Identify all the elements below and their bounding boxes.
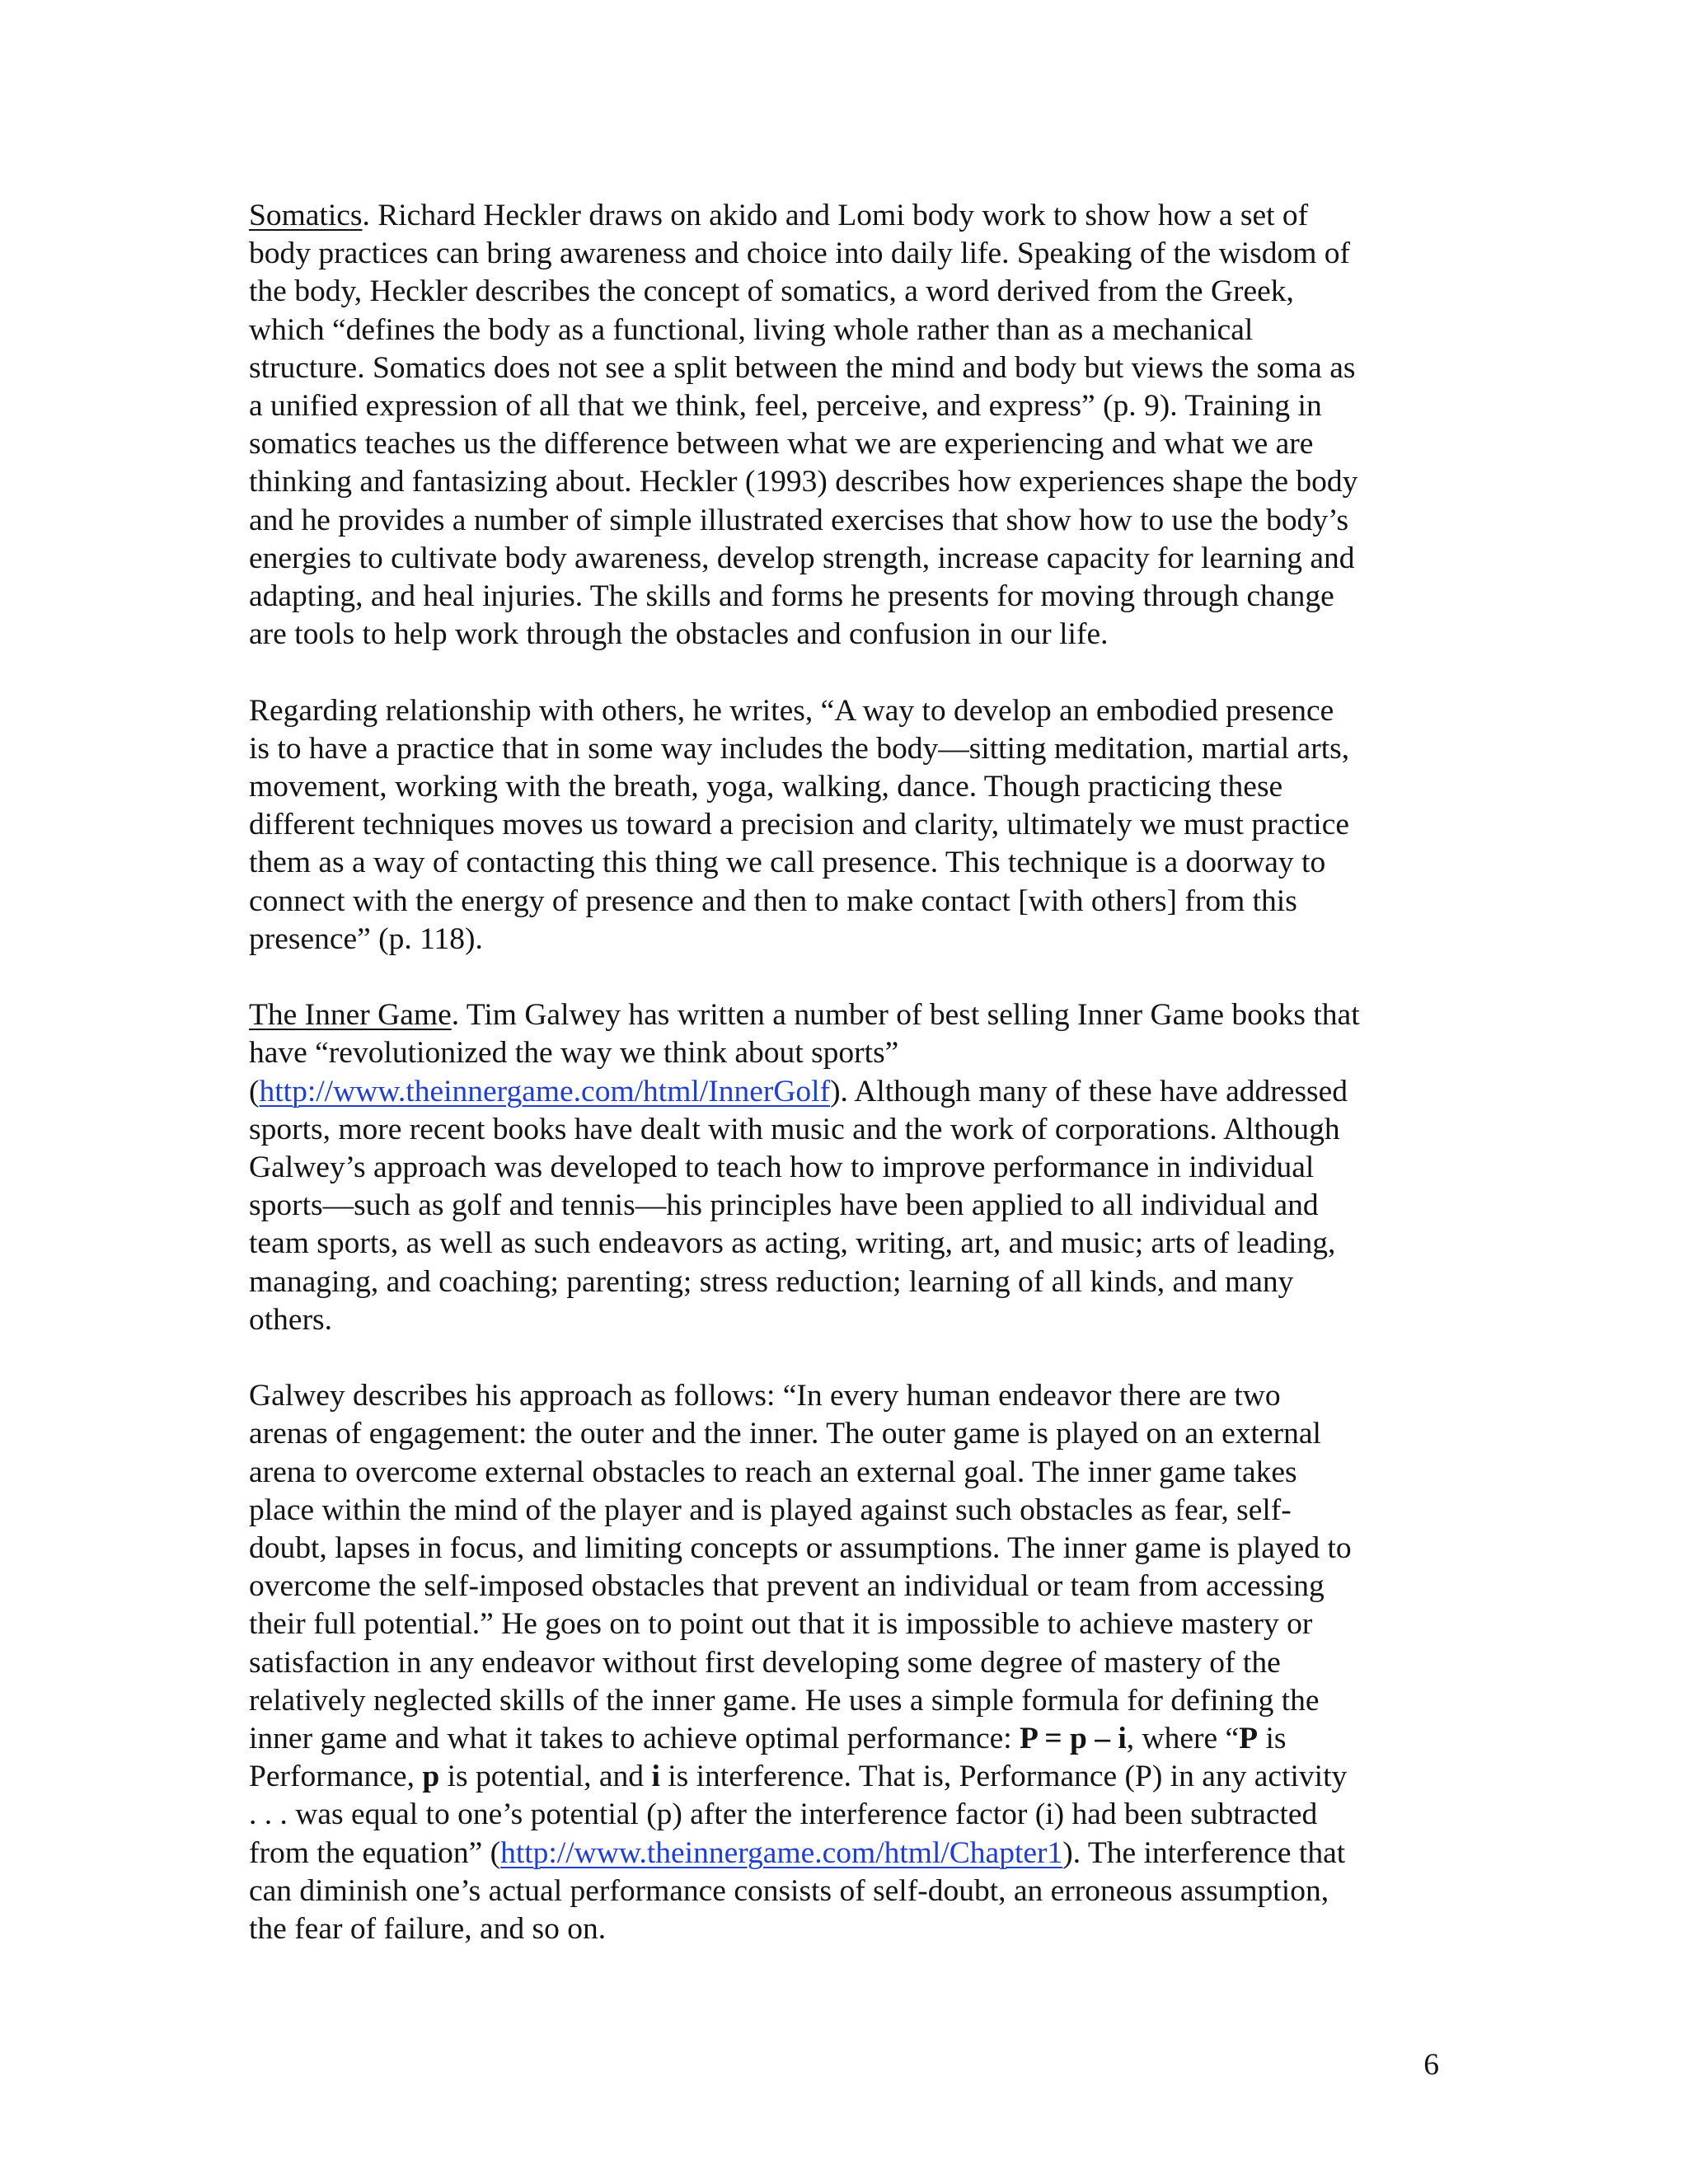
text-line: managing, and coaching; parenting; stress reduction; learning of all kinds, and many <box>249 1264 1294 1299</box>
text-line: have “revolutionized the way we think about sports” <box>249 1036 899 1071</box>
text-segment: . Richard Heckler draws on akido and Lomi body work to show how a set of <box>362 199 1309 232</box>
text-line: doubt, lapses in focus, and limiting concepts or assumptions. The inner game is played to <box>249 1531 1352 1566</box>
text-line: can diminish one’s actual performance consists of self-doubt, an erroneous assumption, <box>249 1873 1329 1908</box>
formula-symbol-p: p <box>422 1760 440 1794</box>
section-heading-inner-game: The Inner Game <box>249 998 452 1033</box>
text-segment: is potential, and <box>439 1760 652 1794</box>
text-line: which “defines the body as a functional, living whole rather than as a mechanical <box>249 312 1254 347</box>
text-line: connect with the energy of presence and then to make contact [with others] from this <box>249 883 1297 918</box>
text-line: Galwey describes his approach as follows: “In every human endeavor there are two <box>249 1379 1281 1413</box>
text-line <box>249 1835 1452 1872</box>
text-segment: is interference. That is, Performance (P) in any activity <box>659 1760 1348 1794</box>
formula-symbol-i: i <box>651 1760 660 1794</box>
text-segment: ). Although many of these have addressed <box>830 1074 1348 1108</box>
text-line <box>249 1073 1452 1111</box>
text-line: Regarding relationship with others, he writes, “A way to develop an embodied presence <box>249 693 1334 728</box>
text-line: are tools to help work through the obstacles and confusion in our life. <box>249 617 1109 652</box>
text-line: adapting, and heal injuries. The skills and forms he presents for moving through change <box>249 579 1334 614</box>
text-line: presence” (p. 118). <box>249 921 483 956</box>
text-segment: is <box>1258 1722 1287 1756</box>
text-segment: , where “ <box>1126 1722 1240 1756</box>
text-segment: ( <box>249 1074 260 1108</box>
text-line: body practices can bring awareness and choice into daily life. Speaking of the wisdom of <box>249 237 1351 271</box>
text-line: Galwey’s approach was developed to teach how to improve performance in individual <box>249 1151 1315 1185</box>
text-line: sports, more recent books have dealt with music and the work of corporations. Although <box>249 1112 1340 1146</box>
text-line: different techniques moves us toward a precision and clarity, ultimately we must practice <box>249 808 1349 842</box>
text-line: sports—such as golf and tennis—his principles have been applied to all individual and <box>249 1188 1319 1223</box>
text-line: energies to cultivate body awareness, develop strength, increase capacity for learning and <box>249 541 1355 575</box>
paragraph-presence-quote <box>249 692 1452 958</box>
paragraph-galwey-approach <box>249 1377 1452 1948</box>
innergolf-link[interactable]: http://www.theinnergame.com/html/InnerGolf <box>259 1074 831 1108</box>
text-line: relatively neglected skills of the inner game. He uses a simple formula for defining the <box>249 1683 1320 1718</box>
text-line: satisfaction in any endeavor without first developing some degree of mastery of the <box>249 1645 1281 1680</box>
text-line: others. <box>249 1302 333 1337</box>
text-line: overcome the self-imposed obstacles that prevent an individual or team from accessing <box>249 1569 1325 1604</box>
text-line: and he provides a number of simple illustrated exercises that show how to use the body’s <box>249 503 1349 537</box>
text-line: structure. Somatics does not see a split between the mind and body but views the soma as <box>249 350 1356 385</box>
text-segment: ). The interference that <box>1062 1835 1346 1870</box>
text-line <box>249 996 1452 1034</box>
formula: P = p – i <box>1020 1722 1127 1756</box>
text-line: team sports, as well as such endeavors as acting, writing, art, and music; arts of leading, <box>249 1226 1336 1261</box>
text-line: the body, Heckler describes the concept of somatics, a word derived from the Greek, <box>249 274 1294 309</box>
text-line: place within the mind of the player and is played against such obstacles as fear, self- <box>249 1493 1292 1527</box>
text-line <box>249 197 1452 235</box>
text-line: is to have a practice that in some way includes the body—sitting meditation, martial arts, <box>249 731 1350 766</box>
formula-symbol-P: P <box>1239 1722 1259 1756</box>
text-line <box>249 1758 1452 1796</box>
text-line: movement, working with the breath, yoga, walking, dance. Though practicing these <box>249 770 1283 804</box>
text-line: somatics teaches us the difference between what we are experiencing and what we are <box>249 427 1314 462</box>
page-number: 6 <box>1423 2048 1439 2082</box>
text-segment: from the equation” ( <box>249 1835 501 1870</box>
document-body <box>249 197 1452 1986</box>
text-line: arena to overcome external obstacles to reach an external goal. The inner game takes <box>249 1455 1297 1489</box>
text-line: . . . was equal to one’s potential (p) after the interference factor (i) had been subtracted <box>249 1797 1318 1832</box>
paragraph-inner-game <box>249 996 1452 1339</box>
text-line: thinking and fantasizing about. Heckler (1993) describes how experiences shape the body <box>249 465 1358 499</box>
text-line: the fear of failure, and so on. <box>249 1912 607 1947</box>
text-line: their full potential.” He goes on to point out that it is impossible to achieve mastery or <box>249 1607 1313 1642</box>
text-line <box>249 1720 1452 1758</box>
text-line: arenas of engagement: the outer and the inner. The outer game is played on an external <box>249 1417 1321 1451</box>
text-segment: inner game and what it takes to achieve optimal performance: <box>249 1722 1020 1756</box>
text-line: them as a way of contacting this thing we call presence. This technique is a doorway to <box>249 846 1326 880</box>
section-heading-somatics: Somatics <box>249 199 363 232</box>
paragraph-somatics <box>249 197 1452 654</box>
text-segment: Performance, <box>249 1760 423 1794</box>
chapter1-link[interactable]: http://www.theinnergame.com/html/Chapter1 <box>500 1835 1063 1870</box>
text-segment: . Tim Galwey has written a number of best selling Inner Game books that <box>451 998 1360 1033</box>
text-line: a unified expression of all that we think, feel, perceive, and express” (p. 9). Training in <box>249 389 1322 424</box>
